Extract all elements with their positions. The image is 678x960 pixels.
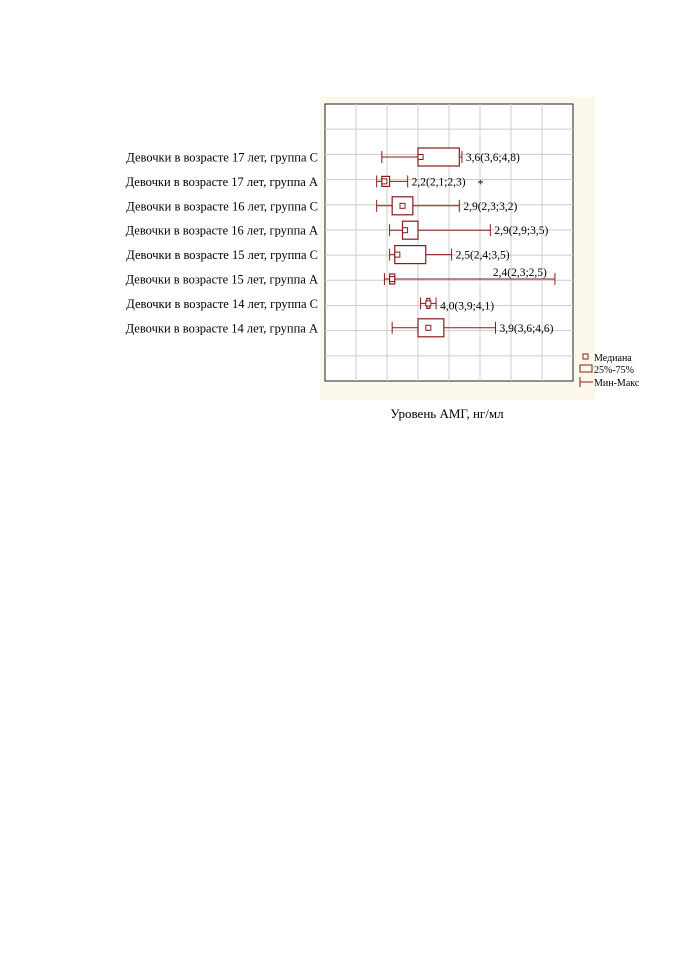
value-annotation: 4,0(3,9;4,1) bbox=[440, 300, 495, 313]
category-label: Девочки в возрасте 17 лет, группа А bbox=[125, 174, 318, 189]
value-annotation: 2,9(2,9;3,5) bbox=[494, 225, 549, 238]
median-marker bbox=[403, 228, 408, 233]
median-marker bbox=[426, 301, 431, 306]
category-label: Девочки в возрасте 15 лет, группа С bbox=[126, 248, 318, 263]
value-annotation: 2,4(2,3;2,5) bbox=[492, 267, 547, 279]
median-marker bbox=[400, 203, 405, 208]
category-labels bbox=[126, 151, 318, 336]
x-axis-title: Уровень АМГ, нг/мл bbox=[390, 406, 504, 421]
category-label: Девочки в возрасте 16 лет, группа С bbox=[126, 199, 318, 214]
value-annotation: 3,9(3,6;4,6) bbox=[499, 322, 554, 335]
median-marker bbox=[390, 277, 395, 282]
legend-whisker-label: Мин-Макс bbox=[594, 378, 640, 389]
legend-median-label: Медиана bbox=[594, 353, 632, 364]
iqr-box bbox=[418, 148, 459, 166]
significance-marker: * bbox=[477, 178, 484, 191]
value-annotation: 3,6(3,6;4,8) bbox=[465, 152, 520, 164]
median-marker bbox=[395, 252, 400, 257]
category-label: Девочки в возрасте 14 лет, группа А bbox=[125, 321, 318, 336]
value-annotation: 2,5(2,4;3,5) bbox=[455, 249, 510, 262]
median-marker bbox=[418, 155, 423, 160]
median-marker bbox=[426, 325, 431, 330]
legend-box-label: 25%-75% bbox=[594, 365, 634, 376]
value-annotation: 2,9(2,3;3,2) bbox=[463, 200, 518, 213]
category-label: Девочки в возрасте 15 лет, группа А bbox=[125, 272, 318, 287]
category-label: Девочки в возрасте 14 лет, группа С bbox=[126, 296, 318, 311]
category-label: Девочки в возрасте 17 лет, группа С bbox=[126, 150, 318, 165]
category-label: Девочки в возрасте 16 лет, группа А bbox=[125, 223, 318, 238]
median-marker bbox=[382, 179, 387, 184]
value-annotation: 2,2(2,1;2,3) bbox=[411, 176, 466, 189]
